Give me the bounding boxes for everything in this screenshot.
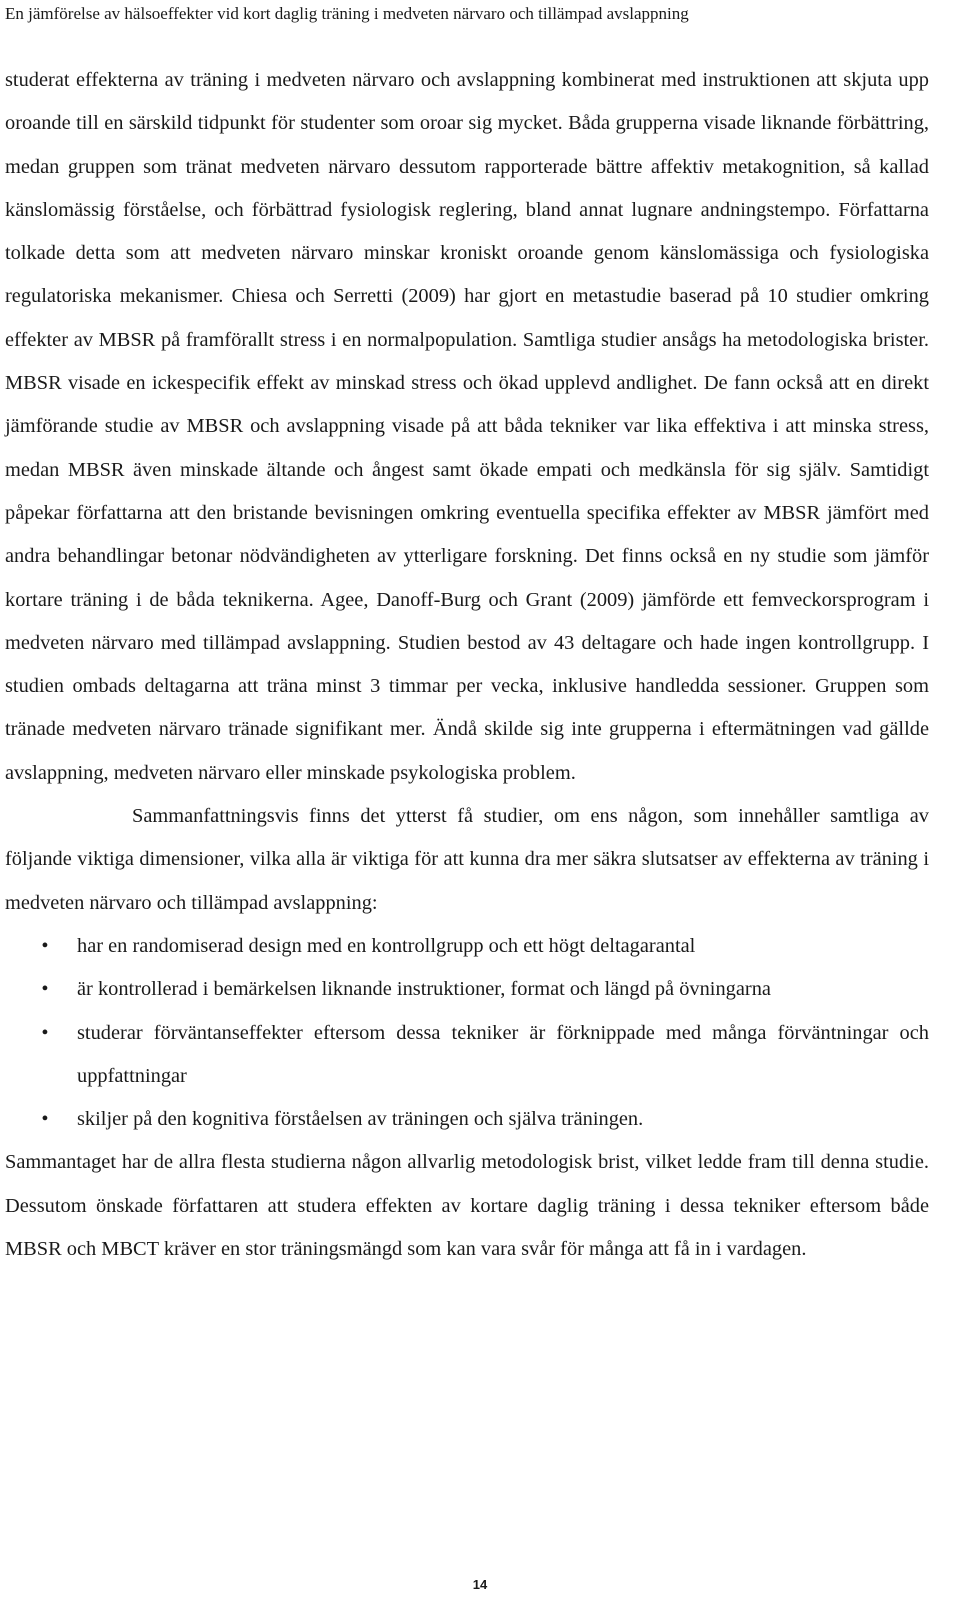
bullet-icon: •	[41, 1108, 49, 1131]
dimensions-bullet-list	[5, 925, 929, 1141]
list-item-text: har en randomiserad design med en kontrollgrupp och ett högt deltagarantal	[77, 934, 696, 957]
paragraph-2: Sammanfattningsvis finns det ytterst få studier, om ens någon, som innehåller samtliga av följande viktiga dimensioner, vilka alla är viktiga för att kunna dra mer säkra slutsatser av effekterna av träning i medveten närvaro och tillämpad avslappning:	[5, 805, 929, 914]
list-item	[5, 1012, 929, 1099]
list-item	[5, 968, 929, 1011]
paragraph-1: studerat effekterna av träning i medveten närvaro och avslappning kombinerat med instruktionen att skjuta upp oroande till en särskild tidpunkt för studenter som oroar sig mycket. Båda grupperna visade liknande förbättring, medan gruppen som tränat medveten närvaro dessutom rapporterade bättre affektiv metakognition, så kallad känslomässig förståelse, och förbättrad fysiologisk reglering, bland annat lugnare andningstempo. Författarna tolkade detta som att medveten närvaro minskar kroniskt oroande genom känslomässiga och fysiologiska regulatoriska mekanismer. Chiesa och Serretti (2009) har gjort en metastudie baserad på 10 studier omkring effekter av MBSR på framförallt stress i en normalpopulation. Samtliga studier ansågs ha metodologiska brister. MBSR visade en ickespecifik effekt av minskad stress och ökad upplevd andlighet. De fann också att en direkt jämförande studie av MBSR och avslappning visade på att båda tekniker var lika effektiva i att minska stress, medan MBSR även minskade ältande och ångest samt ökade empati och medkänsla för sig själv. Samtidigt påpekar författarna att den bristande bevisningen omkring eventuella specifika effekter av MBSR jämfört med andra behandlingar betonar nödvändigheten av ytterligare forskning. Det finns också en ny studie som jämför kortare träning i de båda teknikerna. Agee, Danoff-Burg och Grant (2009) jämförde ett femveckorsprogram i medveten närvaro med tillämpad avslappning. Studien bestod av 43 deltagare och hade ingen kontrollgrupp. I studien ombads deltagarna att träna minst 3 timmar per vecka, inklusive handledda sessioner. Gruppen som tränade medveten närvaro tränade signifikant mer. Ändå skilde sig inte grupperna i eftermätningen vad gällde avslappning, medveten närvaro eller minskade psykologiska problem.	[5, 69, 929, 784]
running-header: En jämförelse av hälsoeffekter vid kort daglig träning i medveten närvaro och tillämpad avslappning	[5, 4, 689, 23]
bullet-icon: •	[41, 934, 49, 957]
list-item-text: studerar förväntanseffekter eftersom dessa tekniker är förknippade med många förväntningar och uppfattningar	[77, 1021, 929, 1087]
list-item-text: skiljer på den kognitiva förståelsen av träningen och själva träningen.	[77, 1108, 644, 1131]
list-item-text: är kontrollerad i bemärkelsen liknande instruktioner, format och längd på övningarna	[77, 978, 771, 1001]
paragraph-3: Sammantaget har de allra flesta studierna någon allvarlig metodologisk brist, vilket ledde fram till denna studie. Dessutom önskade författaren att studera effekten av kortare daglig träning i dessa tekniker eftersom både MBSR och MBCT kräver en stor träningsmängd som kan vara svår för många att få in i vardagen.	[5, 1151, 929, 1261]
body-text	[5, 59, 929, 1271]
bullet-icon: •	[41, 978, 49, 1001]
bullet-icon: •	[41, 1021, 49, 1044]
page-number: 14	[472, 1577, 488, 1592]
list-item	[5, 1098, 929, 1141]
list-item	[5, 925, 929, 968]
